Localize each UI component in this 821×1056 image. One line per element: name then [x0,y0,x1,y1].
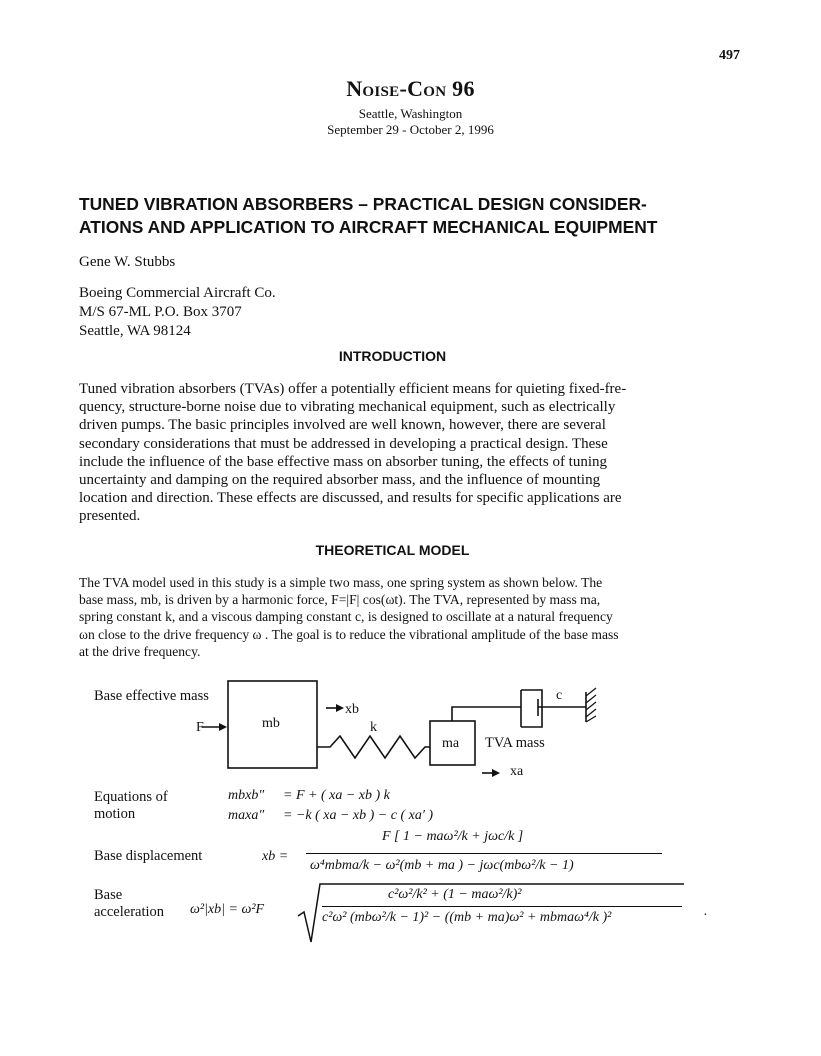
force-arrow-head [219,723,227,731]
model-line: spring constant k, and a viscous damping constant c, is designed to oscillate at a natural frequency [79,609,613,625]
intro-line: presented. [79,508,141,525]
mass-spring-diagram [0,670,821,790]
equations-of-motion-label [94,789,168,823]
model-line: The TVA model used in this study is a simple two mass, one spring system as shown below. The [79,575,603,590]
intro-line: include the influence of the base effective mass on absorber tuning, the effects of tuning [79,453,608,470]
introduction-paragraph [79,380,704,526]
acceleration-lhs: ω²|xb| = ω²F [190,902,265,917]
spring-k-label: k [370,720,377,735]
eom-lhs-1: mbxb″ [228,788,265,803]
damper-link [452,707,521,721]
acceleration-numerator: c²ω²/k² + (1 − maω²/k)² [388,887,522,902]
affiliation-line-3: Seattle, WA 98124 [79,323,191,339]
conference-location: Seattle, Washington [358,106,463,121]
base-displacement-label: Base displacement [94,848,203,864]
intro-line: quency, structure-borne noise due to vibrating mechanical equipment, such as electrically [79,399,616,416]
acc-label-line-2: acceleration [94,904,165,920]
model-line: at the drive frequency. [79,643,201,659]
tva-mass-label: TVA mass [485,735,545,751]
theoretical-model-heading: THEORETICAL MODEL [315,542,470,558]
tva-mass-symbol: ma [442,736,460,751]
base-mass-label: mb [262,716,280,731]
acc-label-line-1: Base [94,887,123,903]
xa-arrow-head [492,769,500,777]
force-label: F [196,720,204,735]
intro-line: driven pumps. The basic principles involved are well known, however, there are several [79,417,606,434]
conference-dates: September 29 - October 2, 1996 [327,122,494,137]
eom-rhs-2: = −k ( xa − xb ) − c ( xa′ ) [283,808,434,823]
xa-label: xa [510,764,524,779]
paper-title [79,193,719,239]
page-number: 497 [719,48,740,63]
eom-rhs-1: = F + ( xa − xb ) k [283,788,390,803]
eom-lhs-2: maxa″ [228,808,265,823]
damper-cylinder [521,690,542,727]
ground-hatch [586,688,596,722]
acceleration-denominator: c²ω² (mbω²/k − 1)² − ((mb + ma)ω² + mbmaω⁴/k )² [322,910,612,925]
eom-label-line-2: motion [94,806,136,822]
model-line: base mass, mb, is driven by a harmonic force, F=|F| cos(ωt). The TVA, represented by mass ma, [79,592,601,608]
spring-k [317,736,430,758]
eom-label-line-1: Equations of [94,789,168,805]
model-line: ωn close to the drive frequency ω . The goal is to reduce the vibrational amplitude of the base mass [79,626,619,642]
author: Gene W. Stubbs [79,254,176,270]
intro-line: uncertainty and damping on the required absorber mass, and the influence of mounting [79,472,601,489]
affiliation-line-1: Boeing Commercial Aircraft Co. [79,285,276,301]
intro-line: secondary considerations that must be addressed in developing a practical design. These [79,435,608,452]
theoretical-model-paragraph [79,574,704,660]
acceleration-fraction-bar [322,906,682,907]
acceleration-end-period: . [704,904,708,919]
intro-line: Tuned vibration absorbers (TVAs) offer a potentially efficient means for quieting fixed-fre- [79,381,627,397]
displacement-denominator: ω⁴mbma/k − ω²(mb + ma ) − jωc(mbω²/k − 1) [310,858,574,873]
paper-title-line-2: ATIONS AND APPLICATION TO AIRCRAFT MECHANICAL EQUIPMENT [79,217,658,237]
intro-line: location and direction. These effects are discussed, and results for specific applications are [79,490,622,507]
displacement-fraction-bar [306,853,662,854]
damper-c-label: c [556,688,563,703]
base-acceleration-label [94,887,164,921]
affiliation-line-2: M/S 67-ML P.O. Box 3707 [79,304,242,320]
introduction-heading: INTRODUCTION [338,348,447,364]
conference-title: Noise-Con 96 [346,76,475,101]
xb-arrow-head [336,704,344,712]
base-effective-mass-label: Base effective mass [94,688,209,704]
xb-label: xb [345,702,359,717]
displacement-numerator: F [ 1 − maω²/k + jωc/k ] [382,829,524,844]
displacement-lhs: xb = [262,849,289,864]
paper-title-line-1: TUNED VIBRATION ABSORBERS – PRACTICAL DESIGN CONSIDER- [79,194,647,214]
